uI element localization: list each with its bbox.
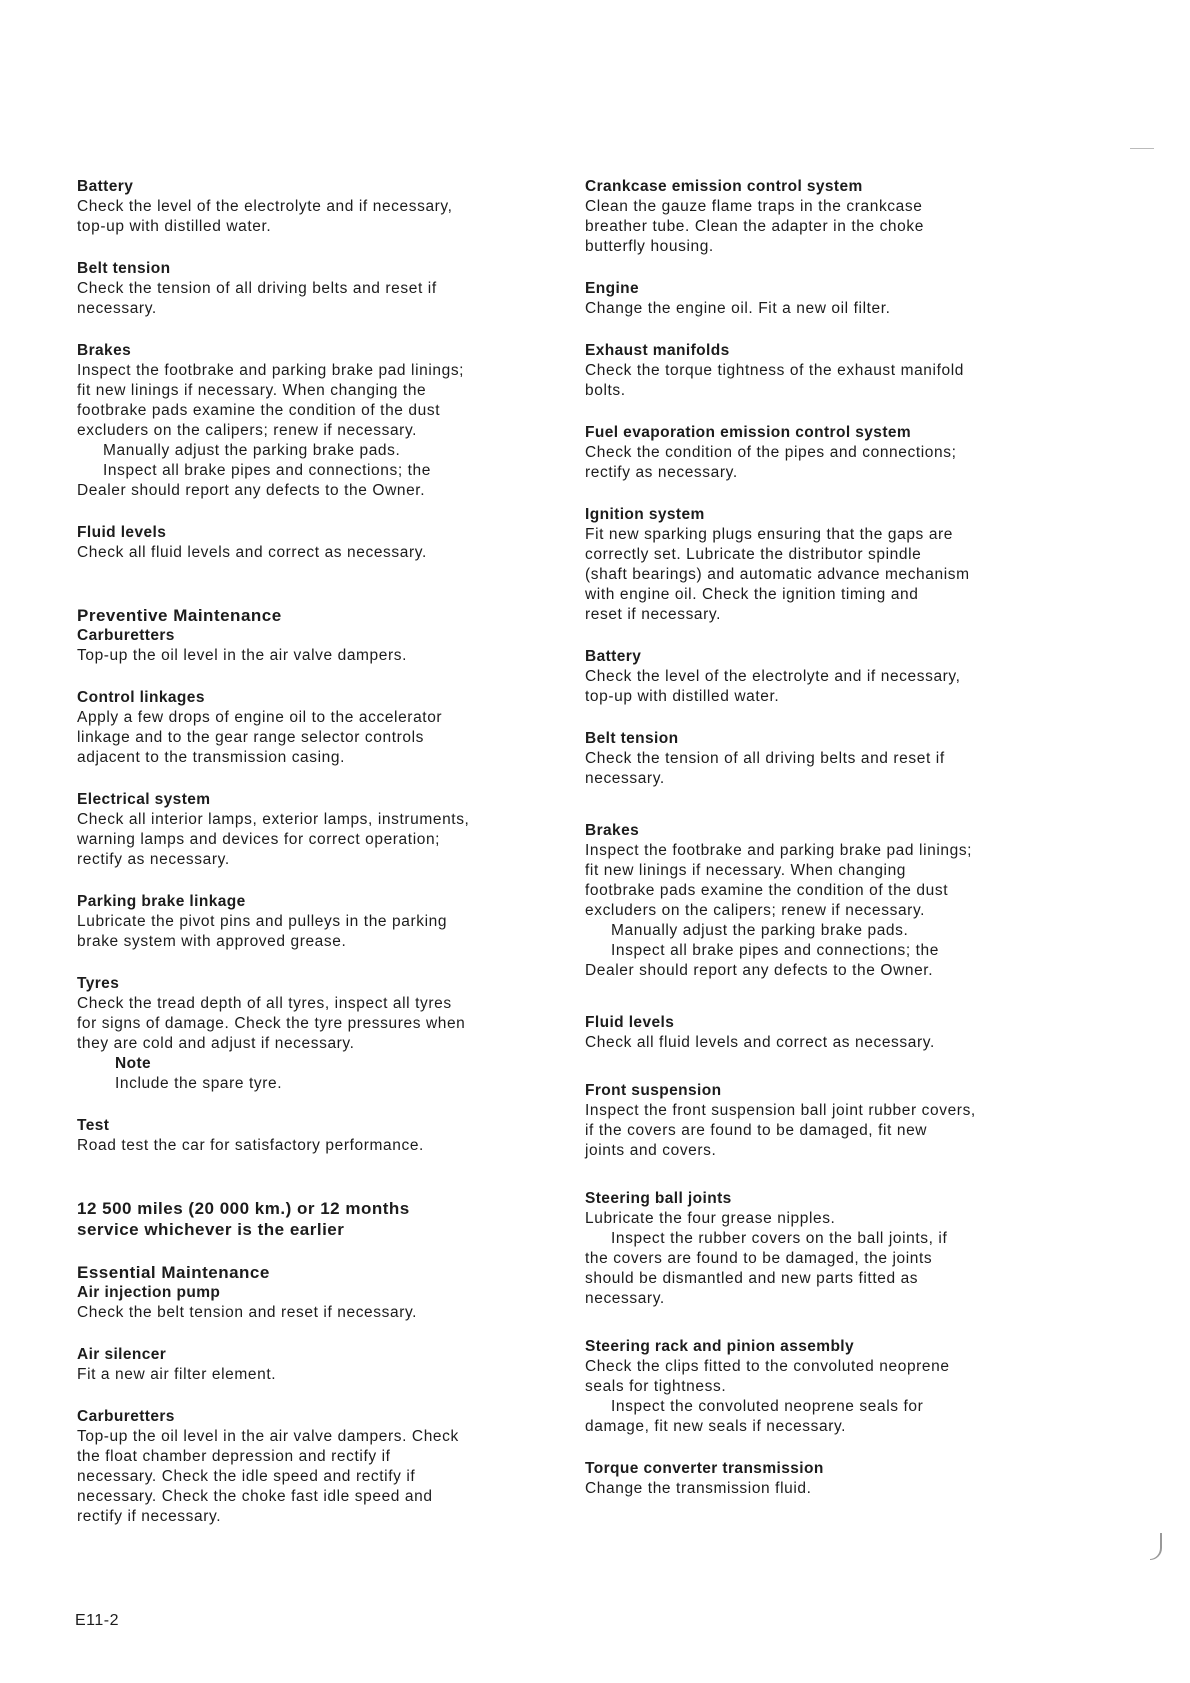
text-line: warning lamps and devices for correct operation; [77,831,441,848]
section-steering-ball-joints [585,1189,1065,1309]
text-line: bolts. [585,382,626,399]
section-heading: Crankcase emission control system [585,178,863,195]
text-line: excluders on the calipers; renew if necessary. [77,422,418,439]
note-heading: Note [115,1055,152,1072]
right-column [585,177,1065,1521]
section-heading: Fluid levels [77,524,167,541]
text-line: should be dismantled and new parts fitted as [585,1270,919,1287]
text-line: Manually adjust the parking brake pads. [103,442,401,459]
section-heading: Belt tension [77,260,171,277]
text-line: top-up with distilled water. [585,688,780,705]
scan-mark [1130,148,1154,151]
text-line: Check all fluid levels and correct as necessary. [585,1034,935,1051]
text-line: (shaft bearings) and automatic advance mechanism [585,566,970,583]
section-tyres [77,974,547,1094]
section-electrical-system [77,790,547,870]
section-heading: Carburetters [77,627,175,644]
text-line: excluders on the calipers; renew if necessary. [585,902,926,919]
text-line: brake system with approved grease. [77,933,347,950]
section-test [77,1116,547,1156]
text-line: Inspect the footbrake and parking brake pad linings; [585,842,973,859]
section-exhaust-manifolds [585,341,1065,401]
section-heading: Steering rack and pinion assembly [585,1338,855,1355]
text-line: rectify if necessary. [77,1508,222,1525]
scan-mark [1150,1533,1162,1560]
group-title-preventive: Preventive Maintenance [77,606,282,625]
text-line: Inspect all brake pipes and connections; the [103,462,431,479]
section-heading: Tyres [77,975,120,992]
section-heading: Belt tension [585,730,679,747]
text-line: Inspect the rubber covers on the ball joints, if [611,1230,948,1247]
title-line: service whichever is the earlier [77,1220,345,1239]
text-line: adjacent to the transmission casing. [77,749,346,766]
text-line: Inspect all brake pipes and connections; the [611,942,939,959]
text-line: Fit new sparking plugs ensuring that the gaps are [585,526,954,543]
section-brakes [77,341,547,501]
section-fluid-levels-right [585,1013,1065,1053]
section-heading: Exhaust manifolds [585,342,730,359]
text-line: damage, fit new seals if necessary. [585,1418,847,1435]
section-belt-tension-right [585,729,1065,789]
text-line: top-up with distilled water. [77,218,272,235]
section-heading: Control linkages [77,689,205,706]
section-steering-rack [585,1337,1065,1437]
section-heading: Brakes [77,342,132,359]
text-line: necessary. [77,300,157,317]
left-column [77,177,547,1549]
section-air-injection-pump [77,1283,547,1323]
text-line: necessary. Check the choke fast idle speed and [77,1488,433,1505]
section-air-silencer [77,1345,547,1385]
text-line: necessary. [585,1290,665,1307]
section-torque-converter [585,1459,1065,1499]
text-line: linkage and to the gear range selector controls [77,729,425,746]
text-line: with engine oil. Check the ignition timing and [585,586,919,603]
section-parking-brake-linkage [77,892,547,952]
section-fuel-evaporation [585,423,1065,483]
text-line: Road test the car for satisfactory performance. [77,1137,424,1154]
text-line: Manually adjust the parking brake pads. [611,922,909,939]
section-heading: Battery [77,178,134,195]
text-line: Lubricate the four grease nipples. [585,1210,836,1227]
text-line: Lubricate the pivot pins and pulleys in the parking [77,913,448,930]
section-crankcase-emission [585,177,1065,257]
text-line: Inspect the footbrake and parking brake pad linings; [77,362,465,379]
text-line: Inspect the front suspension ball joint rubber covers, [585,1102,976,1119]
text-line: Apply a few drops of engine oil to the accelerator [77,709,443,726]
section-heading: Torque converter transmission [585,1460,824,1477]
text-line: Check the tension of all driving belts and reset if [77,280,437,297]
section-fluid-levels [77,523,547,563]
text-line: breather tube. Clean the adapter in the choke [585,218,924,235]
section-heading: Fuel evaporation emission control system [585,424,912,441]
section-ignition-system [585,505,1065,625]
text-line: joints and covers. [585,1142,717,1159]
section-heading: Ignition system [585,506,705,523]
text-line: necessary. Check the idle speed and rectify if [77,1468,416,1485]
section-heading: Fluid levels [585,1014,675,1031]
section-front-suspension [585,1081,1065,1161]
section-heading: Air injection pump [77,1284,221,1301]
text-line: Dealer should report any defects to the Owner. [77,482,426,499]
text-line: Clean the gauze flame traps in the crankcase [585,198,923,215]
text-line: reset if necessary. [585,606,722,623]
text-line: rectify as necessary. [77,851,230,868]
section-heading: Engine [585,280,640,297]
section-battery [77,177,547,237]
section-engine [585,279,1065,319]
text-line: Check the belt tension and reset if necessary. [77,1304,418,1321]
text-line: fit new linings if necessary. When changing the [77,382,427,399]
text-line: footbrake pads examine the condition of the dust [77,402,441,419]
text-line: Check the clips fitted to the convoluted neoprene [585,1358,950,1375]
text-line: Check the torque tightness of the exhaust manifold [585,362,964,379]
section-brakes-right [585,821,1065,981]
text-line: Fit a new air filter element. [77,1366,277,1383]
text-line: for signs of damage. Check the tyre pressures when [77,1015,466,1032]
group-title-essential: Essential Maintenance [77,1263,270,1282]
text-line: the float chamber depression and rectify if [77,1448,391,1465]
section-heading: Air silencer [77,1346,167,1363]
text-line: the covers are found to be damaged, the joints [585,1250,933,1267]
text-line: Check all fluid levels and correct as necessary. [77,544,427,561]
section-heading: Front suspension [585,1082,722,1099]
text-line: Check the level of the electrolyte and if necessary, [585,668,961,685]
section-heading: Electrical system [77,791,211,808]
section-heading: Parking brake linkage [77,893,246,910]
section-heading: Steering ball joints [585,1190,732,1207]
text-line: rectify as necessary. [585,464,738,481]
section-carburetters [77,626,547,666]
page-number: E11-2 [75,1612,120,1629]
text-line: Check all interior lamps, exterior lamps, instruments, [77,811,470,828]
section-belt-tension [77,259,547,319]
text-line: Dealer should report any defects to the Owner. [585,962,934,979]
text-line: Check the tension of all driving belts and reset if [585,750,945,767]
text-line: footbrake pads examine the condition of the dust [585,882,949,899]
section-heading: Battery [585,648,642,665]
text-line: they are cold and adjust if necessary. [77,1035,355,1052]
text-line: Inspect the convoluted neoprene seals for [611,1398,924,1415]
section-carburetters-essential [77,1407,547,1527]
text-line: necessary. [585,770,665,787]
section-battery-right [585,647,1065,707]
section-heading: Brakes [585,822,640,839]
text-line: Check the condition of the pipes and connections; [585,444,957,461]
text-line: butterfly housing. [585,238,714,255]
text-line: Check the level of the electrolyte and if necessary, [77,198,453,215]
text-line: Change the transmission fluid. [585,1480,812,1497]
title-line: 12 500 miles (20 000 km.) or 12 months [77,1199,410,1218]
text-line: Change the engine oil. Fit a new oil filter. [585,300,891,317]
text-line: fit new linings if necessary. When changing [585,862,907,879]
text-line: correctly set. Lubricate the distributor spindle [585,546,922,563]
text-line: Top-up the oil level in the air valve dampers. Check [77,1428,459,1445]
text-line: Check the tread depth of all tyres, inspect all tyres [77,995,452,1012]
section-heading: Test [77,1117,110,1134]
text-line: Top-up the oil level in the air valve dampers. [77,647,408,664]
section-control-linkages [77,688,547,768]
service-interval-title [77,1198,547,1240]
section-heading: Carburetters [77,1408,175,1425]
text-line: if the covers are found to be damaged, fit new [585,1122,928,1139]
note-text: Include the spare tyre. [115,1075,283,1092]
text-line: seals for tightness. [585,1378,727,1395]
